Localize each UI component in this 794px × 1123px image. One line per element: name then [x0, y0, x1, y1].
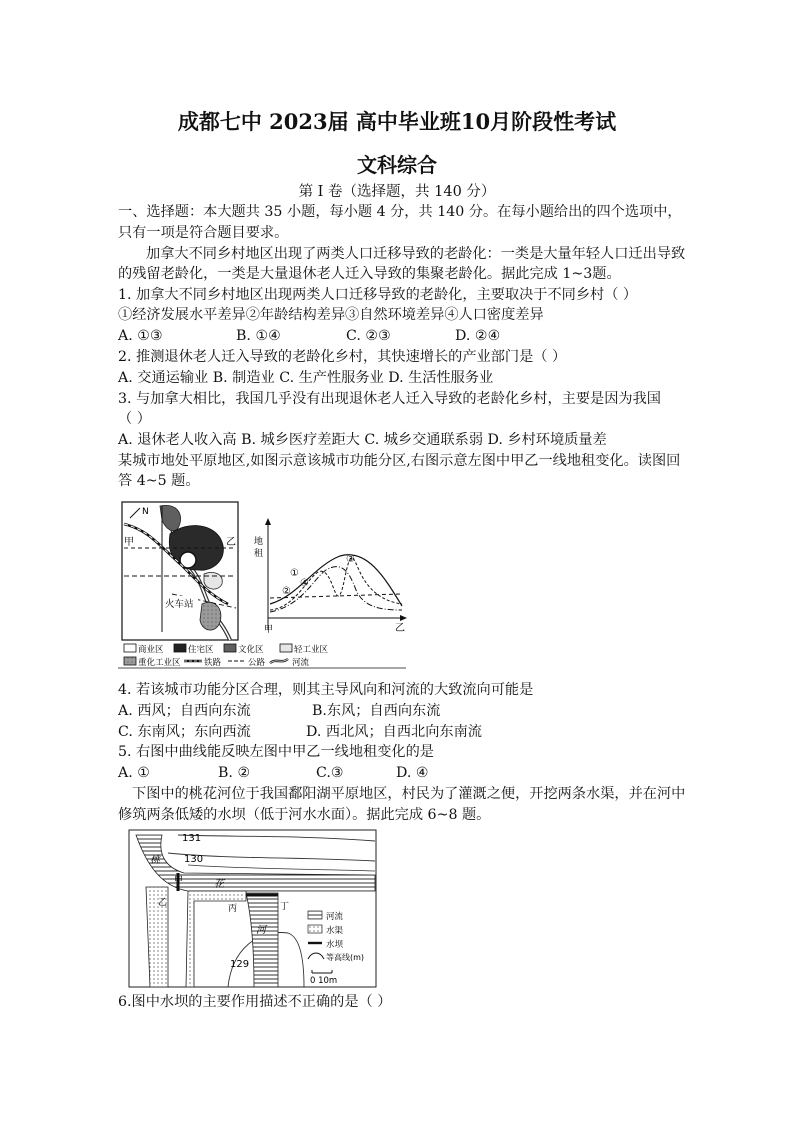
label-hua: 花 [214, 879, 224, 890]
passage3-line-2: 修筑两条低矮的水坝（低于河水水面）。据此完成 6~8 题。 [118, 807, 491, 823]
legend-railway: 铁路 [204, 658, 222, 668]
q4-option-a: A. 西风；自西向东流 [118, 703, 251, 719]
chart-ylabel-2: 租 [254, 549, 264, 559]
contour-label-130: 130 [184, 854, 204, 865]
chart-x-start: 甲 [264, 625, 274, 635]
chart-x-end: 乙 [395, 623, 405, 634]
q5-option-c: C.③ [316, 765, 344, 781]
legend-contour: 等高线(m) [326, 953, 365, 962]
legend-dam: 水坝 [326, 940, 344, 950]
curve-label-3: ③ [346, 554, 355, 565]
q2-options: A. 交通运输业 B. 制造业 C. 生产性服务业 D. 生活性服务业 [118, 370, 494, 386]
q1-option-d: D. ②④ [455, 328, 501, 344]
legend-commercial: 商业区 [138, 645, 164, 655]
label-ding: 丁 [280, 902, 290, 912]
q1-factors: ①经济发展水平差异②年龄结构差异③自然环境差异④人口密度差异 [118, 307, 544, 323]
q4-option-b: B.东风；自西向东流 [312, 703, 441, 719]
passage3-line-1: 下图中的桃花河位于我国鄱阳湖平原地区，村民为了灌溉之便，开挖两条水渠，并在河中 [132, 786, 686, 802]
instructions-line-1: 一、选择题：本大题共 35 小题，每小题 4 分，共 140 分。在每小题给出的四个选项中， [118, 204, 682, 220]
q2-stem: 2. 推测退休老人迁入导致的老龄化乡村，其快速增长的产业部门是（ ） [118, 349, 567, 365]
map-label-yi: 乙 [226, 537, 236, 548]
q1-option-a: A. ①③ [118, 328, 163, 344]
chart-ylabel-1: 地 [254, 537, 264, 547]
passage1-line-1: 加拿大不同乡村地区出现了两类人口迁移导致的老龄化：一类是大量年轻人口迁出导致 [146, 246, 686, 262]
figure-river-map [128, 829, 378, 989]
curve-3 [270, 558, 402, 610]
legend-cultural: 文化区 [238, 645, 264, 655]
figure-city-map [118, 500, 408, 672]
q3-paren: （ ） [118, 411, 151, 427]
part-heading: 第 I 卷（选择题，共 140 分） [298, 184, 496, 200]
contour-label-131: 131 [182, 833, 202, 844]
q4-stem: 4. 若该城市功能分区合理，则其主导风向和河流的大致流向可能是 [118, 682, 534, 698]
label-jia: 甲 [174, 876, 184, 886]
curve-label-1: ① [290, 568, 299, 579]
q3-stem: 3. 与加拿大相比，我国几乎没有出现退休老人迁入导致的老龄化乡村，主要是因为我国 [118, 391, 661, 407]
q4-option-d: D. 西北风；自西北向东南流 [306, 724, 482, 740]
q5-option-a: A. ① [118, 765, 150, 781]
exam-title: 成都七中 2023届 高中毕业班10月阶段性考试 [177, 109, 617, 134]
legend-river-2: 河流 [326, 912, 344, 922]
legend-heavy-industry: 重化工业区 [138, 658, 181, 668]
legend-light-industry: 轻工业区 [294, 645, 329, 655]
passage1-line-2: 的残留老龄化，一类是大量退休老人迁入导致的集聚老龄化。据此完成 1~3题。 [118, 266, 621, 282]
curve-label-2: ② [282, 586, 291, 597]
map-legend [124, 644, 329, 668]
label-tao: 桃 [150, 855, 160, 866]
q5-option-d: D. ④ [396, 765, 429, 781]
exam-subject: 文科综合 [357, 153, 437, 177]
legend-river: 河流 [292, 658, 310, 668]
map-label-station: 火车站 [165, 599, 194, 610]
map-label-jia: 甲 [124, 537, 134, 548]
contour-label-129: 129 [230, 959, 250, 970]
label-bing: 丙 [228, 904, 238, 914]
legend-road: 公路 [248, 658, 266, 668]
passage2-line-1: 某城市地处平原地区,如图示意该城市功能分区,右图示意左图中甲乙一线地租变化。读图回 [118, 453, 681, 469]
legend-canal: 水渠 [326, 926, 344, 936]
label-he: 河 [256, 925, 266, 936]
legend-residential: 住宅区 [188, 645, 214, 655]
q6-stem: 6.图中水坝的主要作用描述不正确的是（ ） [118, 994, 392, 1010]
legend-scale: 0 10m [310, 976, 338, 986]
q5-stem: 5. 右图中曲线能反映左图中甲乙一线地租变化的是 [118, 744, 434, 760]
q4-option-c: C. 东南风；东向西流 [118, 724, 251, 740]
north-label: N [142, 507, 149, 517]
curve-1 [270, 555, 402, 606]
q1-option-b: B. ①④ [236, 328, 281, 344]
curve-label-4: ④ [300, 578, 309, 589]
q3-options: A. 退休老人收入高 B. 城乡医疗差距大 C. 城乡交通联系弱 D. 乡村环境质量差 [118, 432, 607, 448]
passage2-line-2: 答 4~5 题。 [118, 473, 200, 489]
q1-option-c: C. ②③ [346, 328, 391, 344]
label-yi: 乙 [158, 898, 168, 908]
instructions-line-2: 只有一项是符合题目要求。 [118, 225, 289, 241]
q1-stem: 1. 加拿大不同乡村地区出现两类人口迁移导致的老龄化，主要取决于不同乡村（ ） [118, 287, 638, 303]
q5-option-b: B. ② [218, 765, 251, 781]
